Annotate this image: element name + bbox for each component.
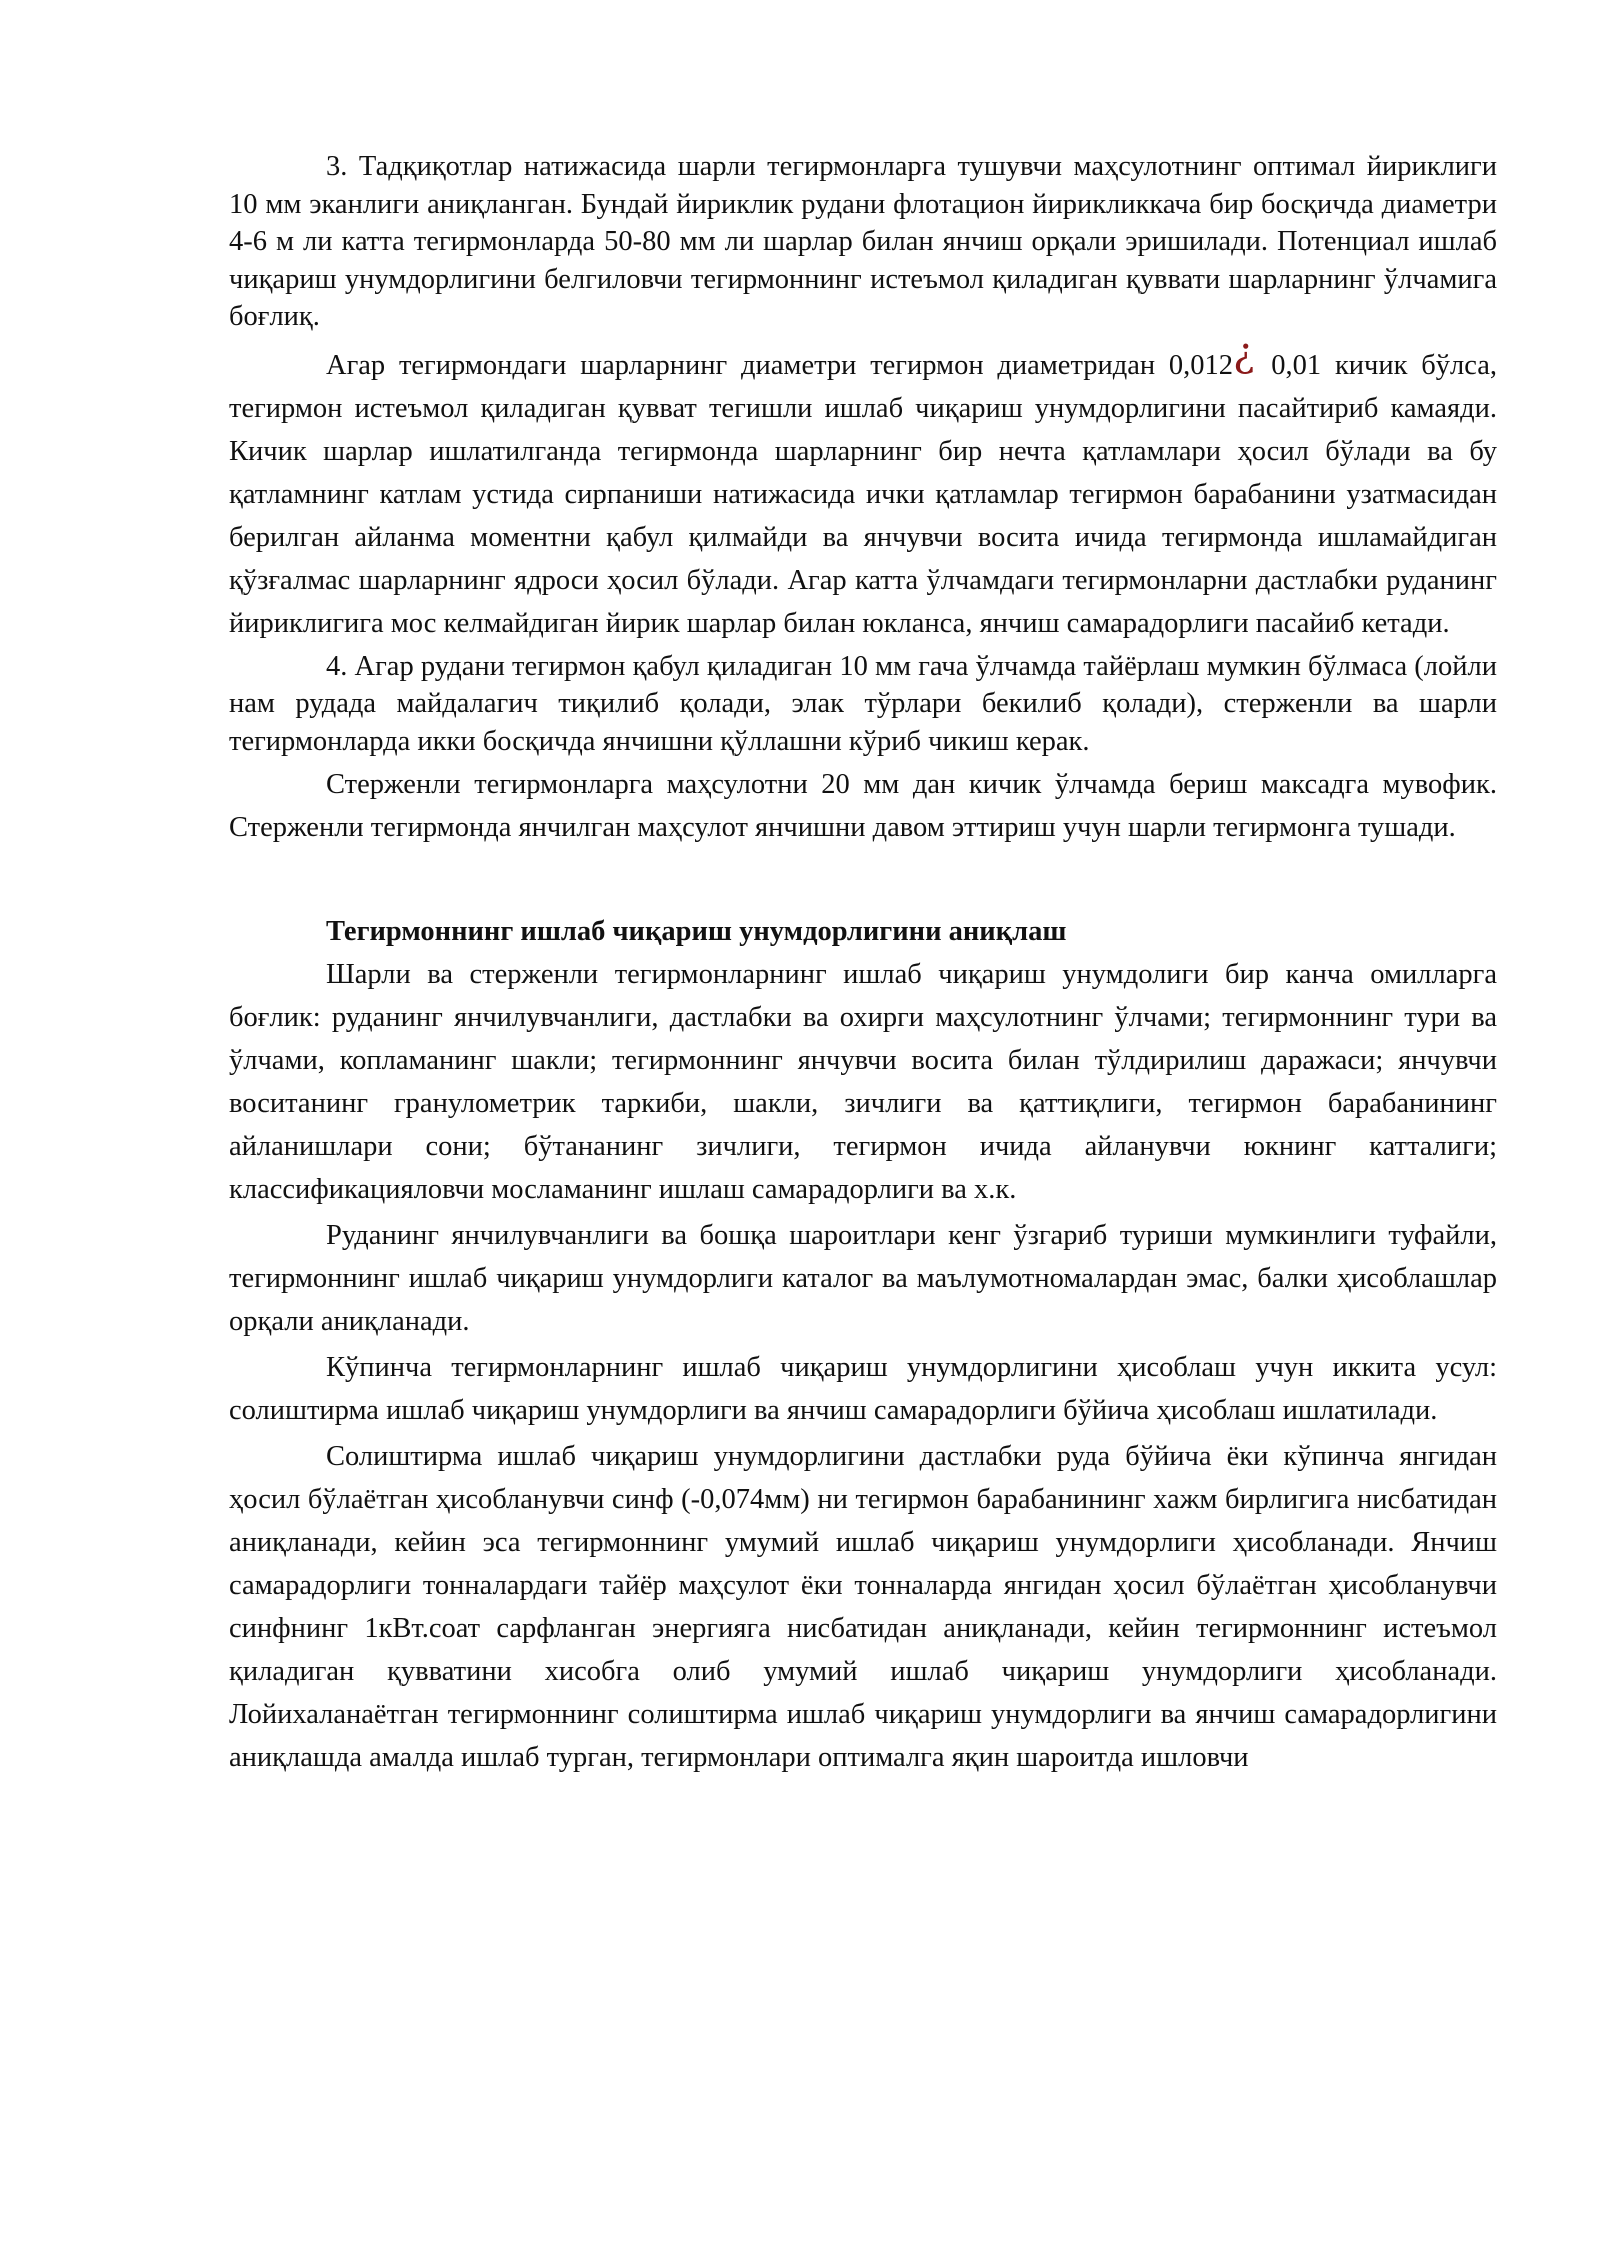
paragraph-ball-diameter-part-a: Агар тегирмондаги шарларнинг диаметри тегирмон диаметридан 0,012 (326, 349, 1234, 381)
paragraph-rod-mills: Стерженли тегирмонларга маҳсулотни 20 мм дан кичик ўлчамда бериш максадга мувофик. Стерженли тегирмонда янчилган маҳсулот янчишни давом эттириш учун шарли тегирмонга тушади. (229, 769, 1497, 843)
document-page (229, 148, 1497, 1782)
paragraph-factors: Шарли ва стерженли тегирмонларнинг ишлаб чиқариш унумдолиги бир канча омилларга боғлик: руданинг янчилувчанлиги, дастлабки ва охирги маҳсулотнинг ўлчами; тегирмоннинг тури ва ўлчами, копламанинг шакли; тегирмоннинг янчувчи восита билан тўлдирилиш даражаси; янчувчи воситанинг гранулометрик таркиби, шакли, зичлиги ва қаттиқлиги, тегирмон барабанининг айланишлари сони; бўтананинг зичлиги, тегирмон ичида айланувчи юкнинг катталиги; классификацияловчи мосламанинг ишлаш самарадорлиги ва х.к. (229, 959, 1497, 1205)
paragraph-item-4: 4. Агар рудани тегирмон қабул қиладиган 10 мм гача ўлчамда тайёрлаш мумкин бўлмаса (лойли нам рудада майдалагич тиқилиб қолади, элак тўрлари бекилиб қолади), стерженли ва шарли тегирмонларда икки босқичда янчишни қўллашни кўриб чикиш керак. (229, 650, 1497, 757)
paragraph-ball-diameter (229, 329, 1497, 645)
paragraph-two-methods: Кўпинча тегирмонларнинг ишлаб чиқариш унумдорлигини ҳисоблаш учун иккита усул: солиштирма ишлаб чиқариш унумдорлиги ва янчиш самарадорлиги бўйича ҳисоблаш ишлатилади. (229, 1352, 1497, 1426)
paragraph-grindability: Руданинг янчилувчанлиги ва бошқа шароитлари кенг ўзгариб туриши мумкинлиги туфайли, тегирмоннинг ишлаб чиқариш унумдорлиги каталог ва маълумотномалардан эмас, балки ҳисоблашлар орқали аниқланади. (229, 1220, 1497, 1337)
paragraph-item-3: 3. Тадқиқотлар натижасида шарли тегирмонларга тушувчи маҳсулотнинг оптимал йириклиги 10 мм эканлиги аниқланган. Бундай йириклик рудани флотацион йирикликкача бир босқичда диаметри 4-6 м ли катта тегирмонларда 50-80 мм ли шарлар билан янчиш орқали эришилади. Потенциал ишлаб чиқариш унумдорлигини белгиловчи тегирмоннинг истеъмол қиладиган қуввати шарларнинг ўлчамига боғлиқ. (229, 151, 1497, 332)
paragraph-specific-capacity: Солиштирма ишлаб чиқариш унумдорлигини дастлабки руда бўйича ёки кўпинча янгидан ҳосил бўлаётган ҳисобланувчи синф (-0,074мм) ни тегирмон барабанининг хажм бирлигига нисбатидан аниқланади, кейин эса тегирмоннинг умумий ишлаб чиқариш унумдорлиги ҳисобланади. Янчиш самарадорлиги тонналардаги тайёр маҳсулот ёки тонналарда янгидан ҳосил бўлаётган ҳисобланувчи синфнинг 1кВт.соат сарфланган энергияга нисбатидан аниқланади, кейин тегирмоннинг истеъмол қиладиган қувватини хисобга олиб умумий ишлаб чиқариш унумдорлиги ҳисобланади. Лойихаланаётган тегирмоннинг солиштирма ишлаб чиқариш унумдорлиги ва янчиш самарадорлигини аниқлашда амалда ишлаб турган, тегирмонлари оптималга яқин шароитда ишловчи (229, 1441, 1497, 1773)
inverted-question-symbol: ¿ (1233, 329, 1255, 376)
section-heading: Тегирмоннинг ишлаб чиқариш унумдорлигини аниқлаш (326, 916, 1067, 947)
paragraph-ball-diameter-part-b: 0,01 кичик бўлса, тегирмон истеъмол қиладиган қувват тегишли ишлаб чиқариш унумдорлигини пасайтириб камаяди. Кичик шарлар ишлатилганда тегирмонда шарларнинг бир нечта қатламлари ҳосил бўлади ва бу қатламнинг катлам устида сирпаниши натижасида ички қатламлар тегирмон барабанини узатмасидан берилган айланма моментни қабул қилмайди ва янчувчи восита ичида тегирмонда ишламайдиган қўзғалмас шарларнинг ядроси ҳосил бўлади. Агар катта ўлчамдаги тегирмонларни дастлабки руданинг йириклигига мос келмайдиган йирик шарлар билан юкланса, янчиш самарадорлиги пасайиб кетади. (229, 349, 1497, 639)
